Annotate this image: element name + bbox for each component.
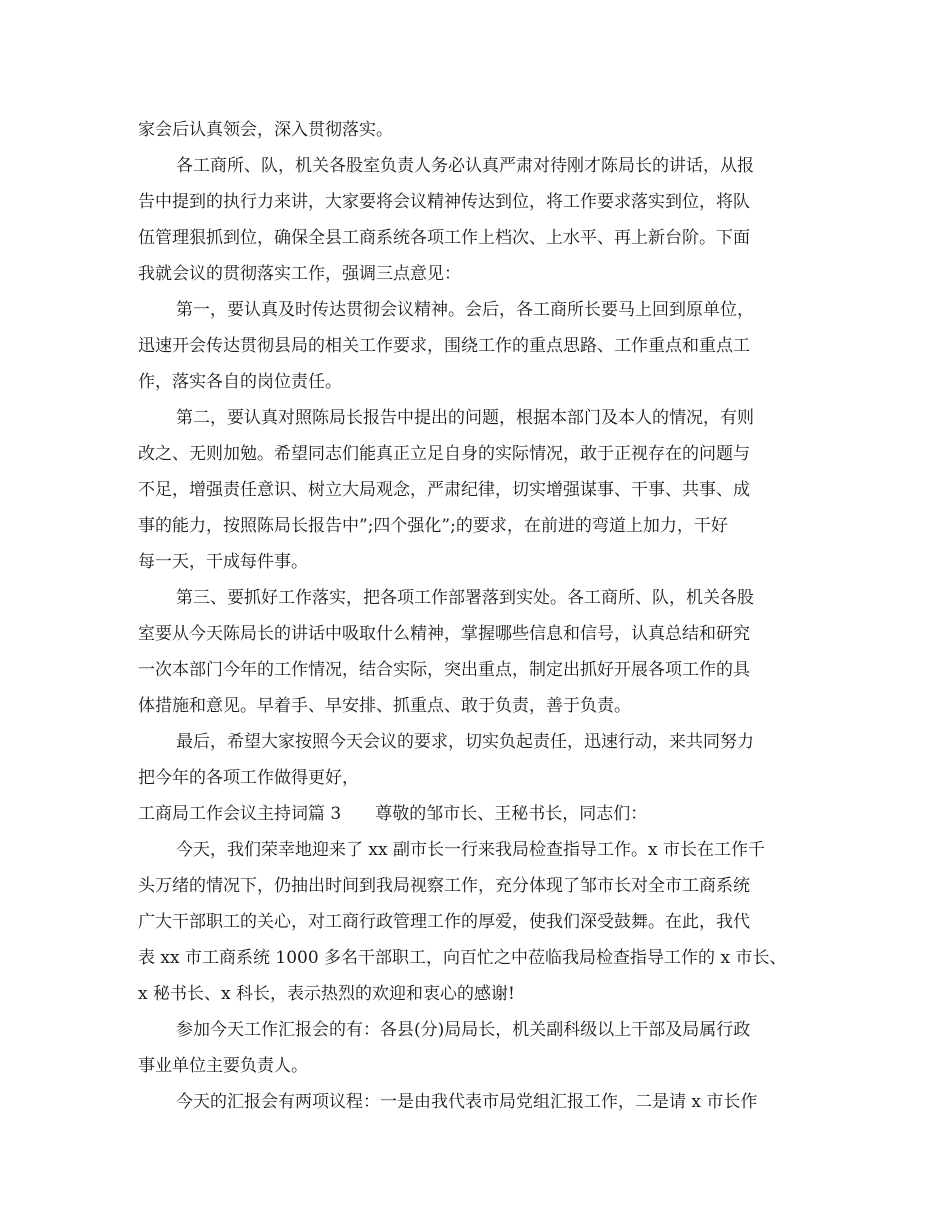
- text-line: 把今年的各项工作做得更好，: [138, 768, 359, 788]
- text-line: 体措施和意见。早着手、早安排、抓重点、敢于负责，善于负责。: [138, 696, 631, 716]
- text-line: 第一，要认真及时传达贯彻会议精神。会后，各工商所长要马上回到原单位，: [176, 300, 754, 320]
- text-line: 表 xx 市工商系统 1000 多名干部职工，向百忙之中莅临我局检查指导工作的 x 市长、: [138, 948, 787, 968]
- text-line: 事的能力，按照陈局长报告中”;四个强化”;的要求，在前进的弯道上加力，干好: [138, 516, 728, 536]
- text-line: 参加今天工作汇报会的有：各县(分)局局长，机关副科级以上干部及局属行政: [176, 1020, 751, 1040]
- text-line: 第三、要抓好工作落实，把各项工作部署落到实处。各工商所、队，机关各股: [176, 588, 754, 608]
- text-line: 每一天，干成每件事。: [138, 552, 308, 572]
- text-line: 头万绪的情况下，仍抽出时间到我局视察工作，充分体现了邹市长对全市工商系统: [138, 876, 750, 896]
- text-line: 今天，我们荣幸地迎来了 xx 副市长一行来我局检查指导工作。x 市长在工作千: [176, 840, 765, 860]
- text-line: 最后，希望大家按照今天会议的要求，切实负起责任，迅速行动，来共同努力: [176, 732, 754, 752]
- text-line: 一次本部门今年的工作情况，结合实际，突出重点，制定出抓好开展各项工作的具: [138, 660, 750, 680]
- text-line: x 秘书长、x 科长，表示热烈的欢迎和衷心的感谢!: [138, 984, 515, 1004]
- text-line: 室要从今天陈局长的讲话中吸取什么精神，掌握哪些信息和信号，认真总结和研究: [138, 624, 750, 644]
- text-line: 告中提到的执行力来讲，大家要将会议精神传达到位，将工作要求落实到位，将队: [138, 192, 750, 212]
- text-line: 各工商所、队，机关各股室负责人务必认真严肃对待刚才陈局长的讲话，从报: [176, 156, 754, 176]
- text-line: 迅速开会传达贯彻县局的相关工作要求，围绕工作的重点思路、工作重点和重点工: [138, 336, 750, 356]
- text-line: 作，落实各自的岗位责任。: [138, 372, 342, 392]
- text-line: 第二，要认真对照陈局长报告中提出的问题，根据本部门及本人的情况，有则: [176, 408, 754, 428]
- text-line: 改之、无则加勉。希望同志们能真正立足自身的实际情况，敢于正视存在的问题与: [138, 444, 750, 464]
- document-page: [138, 112, 828, 1120]
- text-line: 今天的汇报会有两项议程：一是由我代表市局党组汇报工作，二是请 x 市长作: [176, 1092, 758, 1112]
- text-line: 我就会议的贯彻落实工作，强调三点意见：: [138, 264, 461, 284]
- text-line: 家会后认真领会，深入贯彻落实。: [138, 120, 393, 140]
- text-line: 广大干部职工的关心，对工商行政管理工作的厚爱，使我们深受鼓舞。在此，我代: [138, 912, 750, 932]
- text-line: 事业单位主要负责人。: [138, 1056, 308, 1076]
- text-line: 不足，增强责任意识、树立大局观念，严肃纪律，切实增强谋事、干事、共事、成: [138, 480, 750, 500]
- section-heading-line: 工商局工作会议主持词篇 3 尊敬的邹市长、王秘书长，同志们：: [138, 804, 648, 824]
- text-line: 伍管理狠抓到位，确保全县工商系统各项工作上档次、上水平、再上新台阶。下面: [138, 228, 750, 248]
